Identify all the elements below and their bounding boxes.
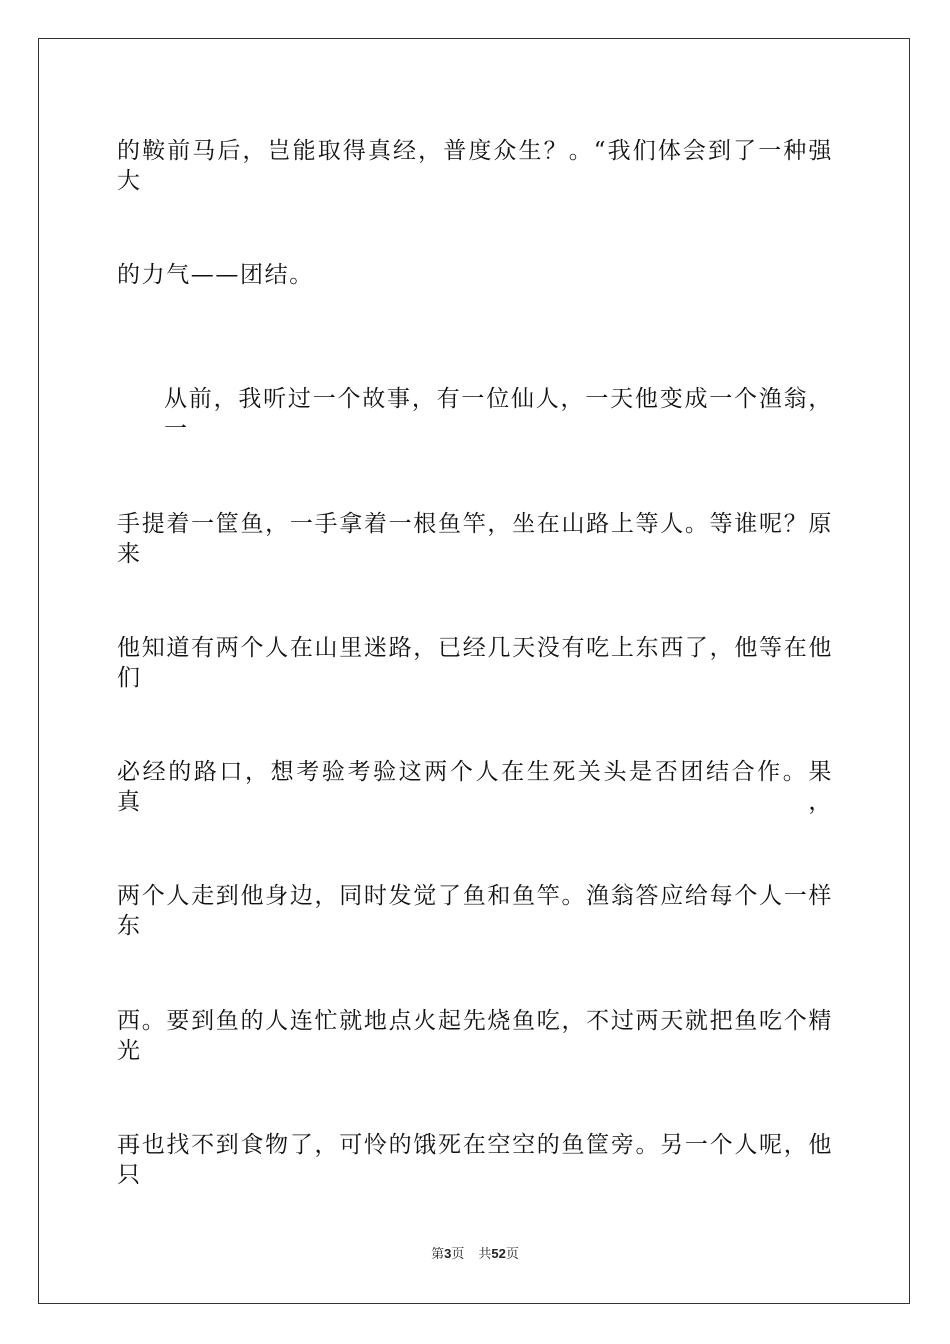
text-line-4: 手提着一筐鱼，一手拿着一根鱼竿，坐在山路上等人。等谁呢？原来 <box>117 511 833 567</box>
page-border <box>38 38 910 1304</box>
text-line-1: 的鞍前马后，岂能取得真经，普度众生？。“我们体会到了一种强大 <box>117 138 833 194</box>
text-line-8: 西。要到鱼的人连忙就地点火起先烧鱼吃，不过两天就把鱼吃个精光 <box>117 1008 833 1064</box>
text-line-2: 的力气——团结。 <box>117 262 314 288</box>
text-line-5: 他知道有两个人在山里迷路，已经几天没有吃上东西了，他等在他们 <box>117 635 833 691</box>
text-line-3-paragraph-start: 从前，我听过一个故事，有一位仙人，一天他变成一个渔翁，一 <box>164 386 833 442</box>
text-line-6: 必经的路口，想考验考验这两个人在生死关头是否团结合作。果真， <box>117 759 833 815</box>
footer-page-number: 3 <box>444 1246 452 1261</box>
footer-total-pages: 52 <box>491 1246 506 1261</box>
page-footer <box>0 1245 950 1264</box>
footer-page-suffix: 页 <box>451 1247 465 1262</box>
footer-total-prefix: 共 <box>478 1247 492 1262</box>
footer-page-prefix: 第 <box>431 1247 445 1262</box>
text-line-7: 两个人走到他身边，同时发觉了鱼和鱼竿。渔翁答应给每个人一样东 <box>117 883 833 939</box>
text-line-9: 再也找不到食物了，可怜的饿死在空空的鱼筐旁。另一个人呢，他只 <box>117 1132 833 1188</box>
footer-total-suffix: 页 <box>505 1247 519 1262</box>
